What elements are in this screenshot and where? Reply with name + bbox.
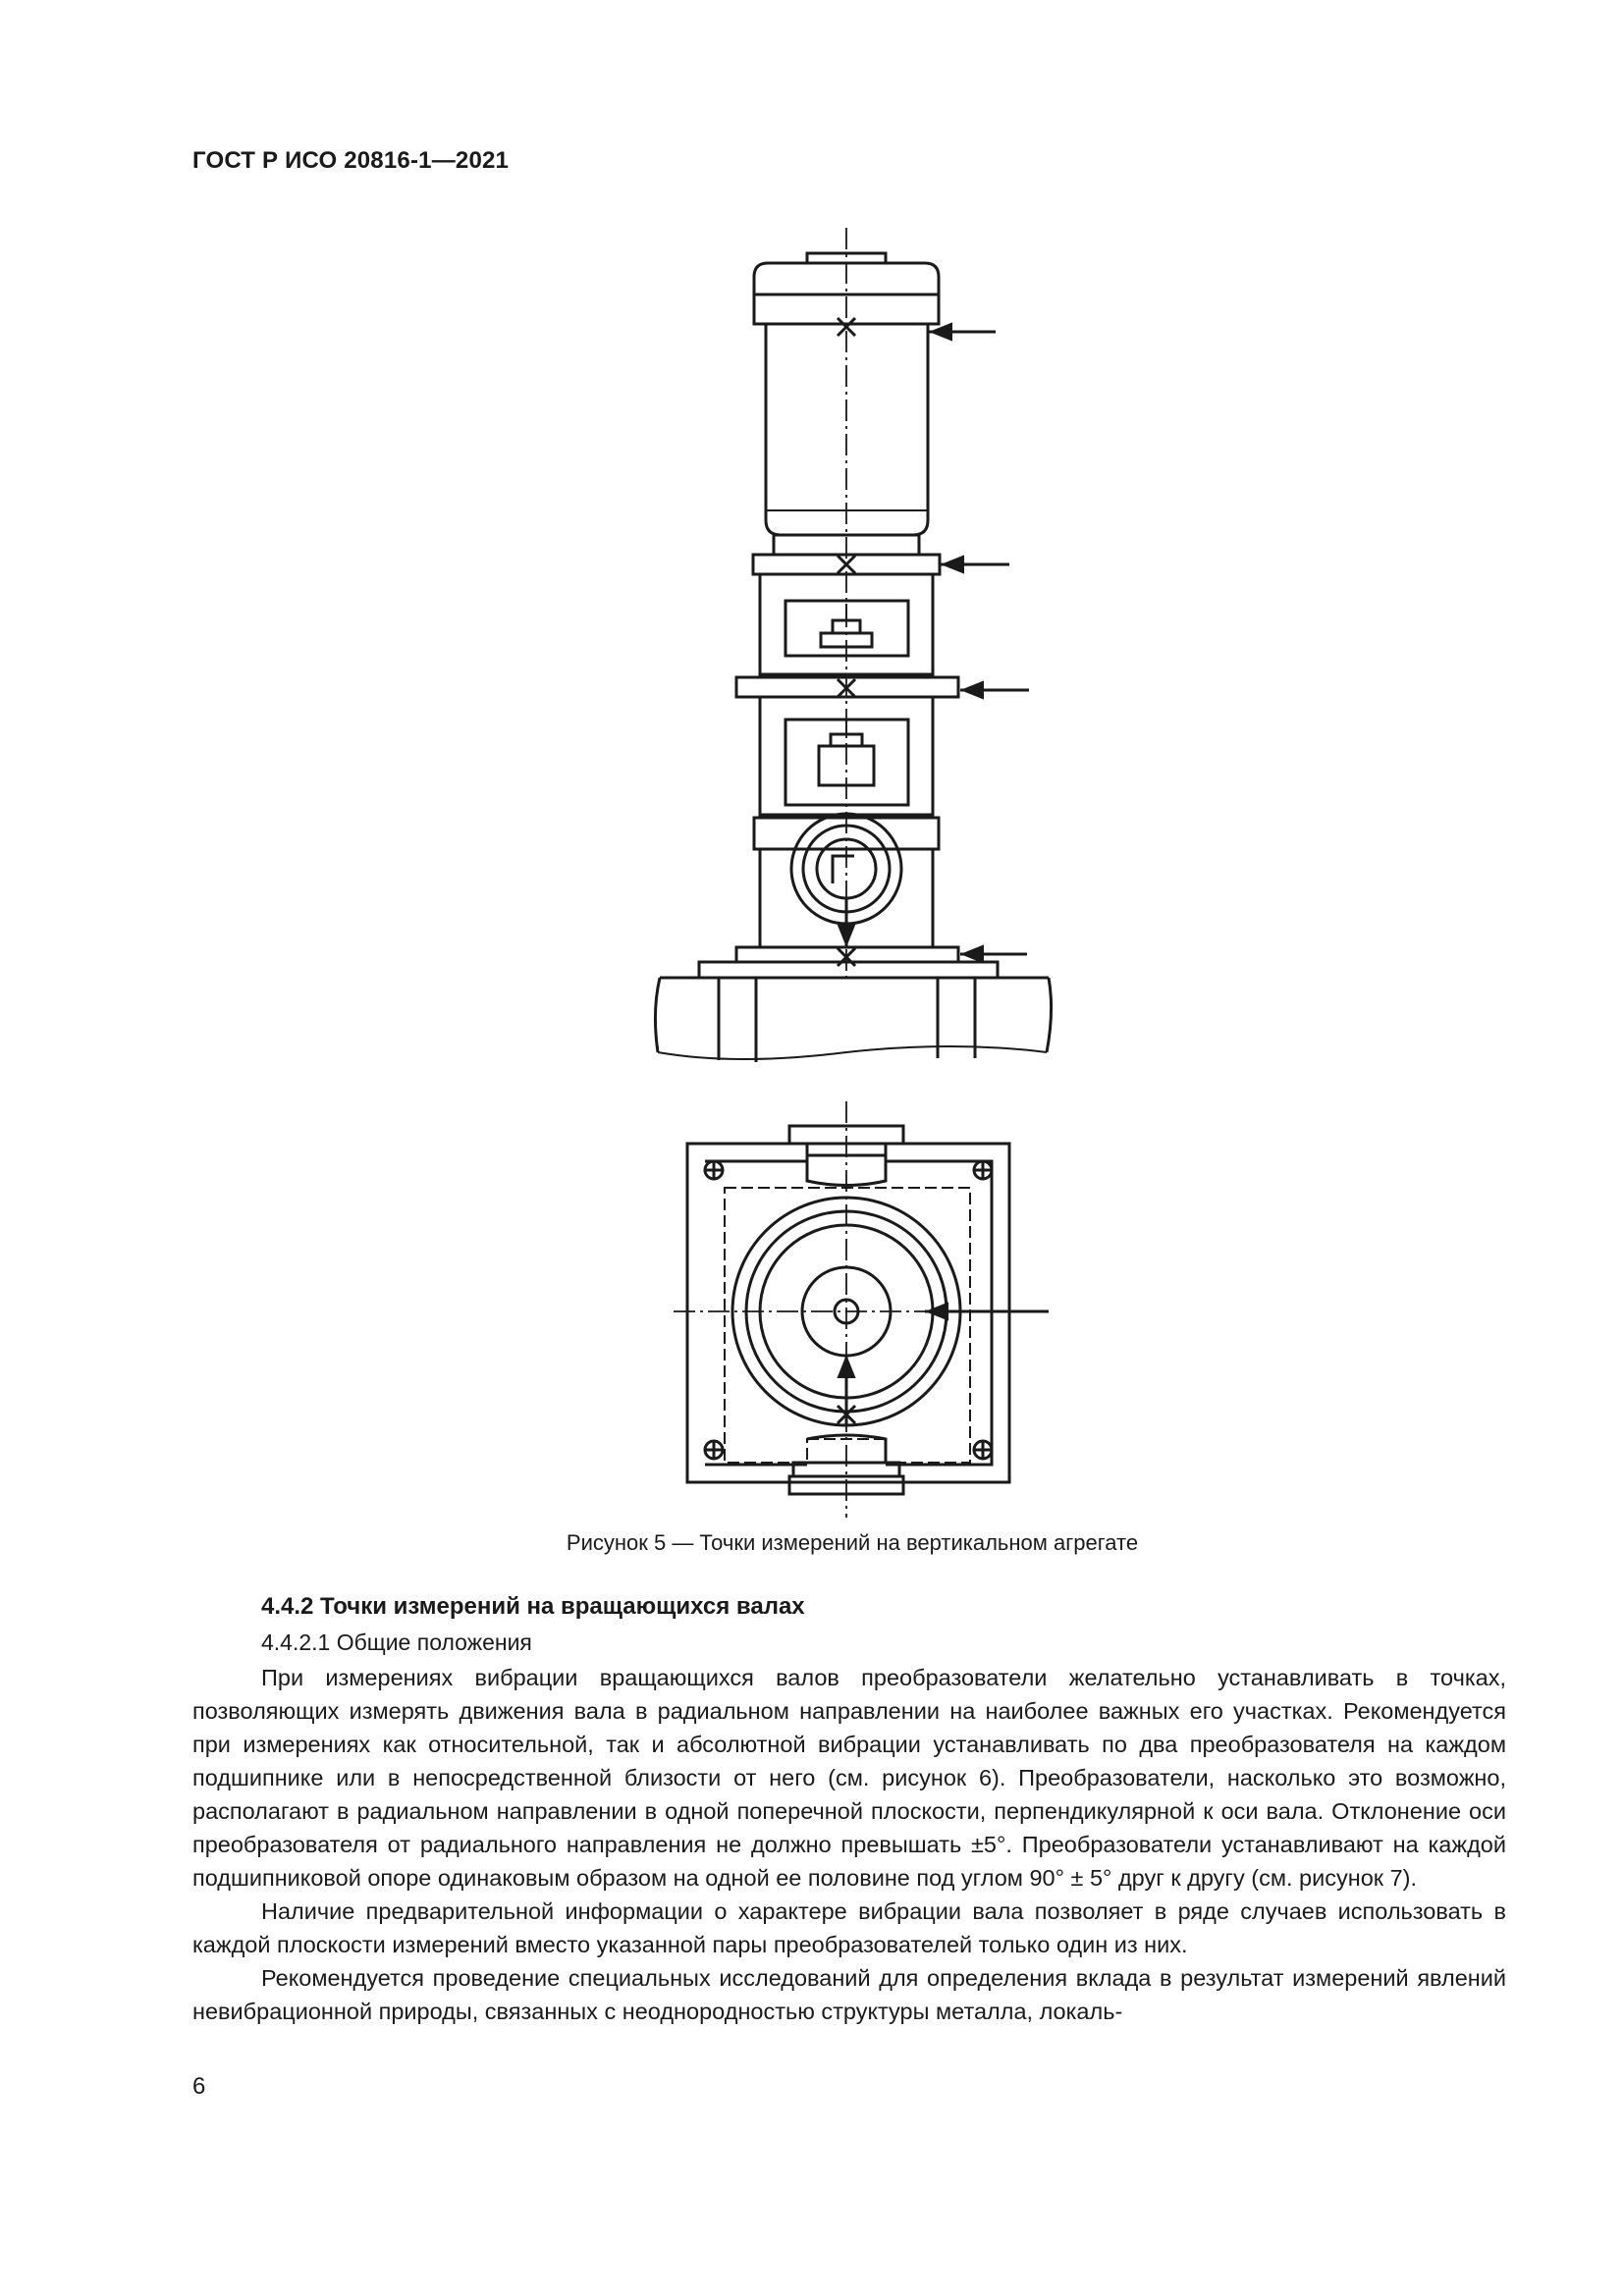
- section-title: 4.4.2 Точки измерений на вращающихся валах: [261, 1593, 805, 1620]
- paragraph-3: Рекомендуется проведение специальных исследований для определения вклада в результат измерений явлений невибрационной природы, связанных с неоднородностью структуры металла, локаль-: [192, 1965, 1506, 2024]
- paragraph-1: При измерениях вибрации вращающихся валов преобразователи желательно устанавливать в точках, позволяющих измерять движения вала в радиальном направлении на наиболее важных его участках. Рекомендуется при измерениях как относительной, так и абсолютной вибрации устанавливать по два преобразователя на каждом подшипнике или в непосредственной близости от него (см. рисунок 6). Преобразователи, насколько это возможно, располагают в радиальном направлении в одной поперечной плоскости, перпендикулярной к оси вала. Отклонение оси преобразователя от радиального направления не должно превышать ±5°. Преобразователи устанавливают на каждой подшипниковой опоре одинаковым образом на одной ее половине под углом 90° ± 5° друг к другу (см. рисунок 7).: [192, 1665, 1506, 1891]
- top-view-drawing: [674, 1101, 1049, 1518]
- figure-caption: Рисунок 5 — Точки измерений на вертикальном агрегате: [566, 1530, 1139, 1555]
- body-text: [192, 1661, 1506, 2028]
- page-number: 6: [192, 2073, 206, 2100]
- paragraph-2: Наличие предварительной информации о характере вибрации вала позволяет в ряде случаев использовать в каждой плоскости измерений вместо указанной пары преобразователей только один из них.: [192, 1898, 1506, 1957]
- subsection-title: 4.4.2.1 Общие положения: [261, 1629, 532, 1655]
- document-header: ГОСТ Р ИСО 20816-1—2021: [192, 147, 510, 174]
- side-view-drawing: [655, 228, 1051, 1062]
